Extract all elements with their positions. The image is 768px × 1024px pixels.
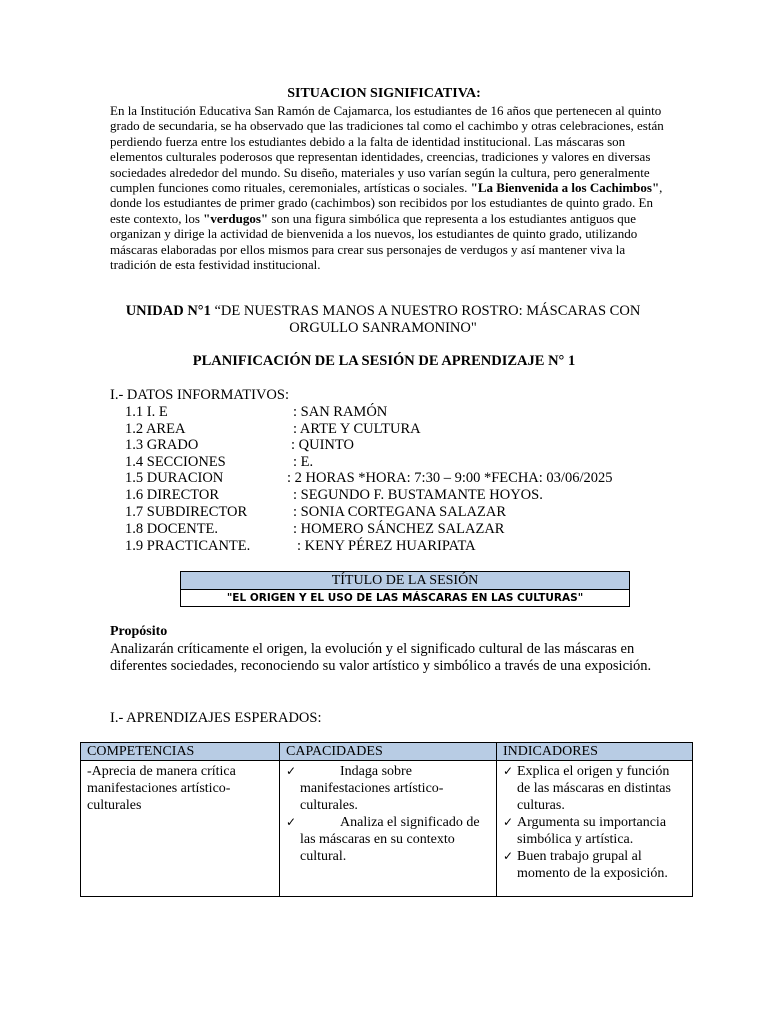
info-label: 1.4 SECCIONES: [125, 454, 226, 470]
aprendizajes-heading: I.- APRENDIZAJES ESPERADOS:: [110, 710, 322, 726]
datos-heading: I.- DATOS INFORMATIVOS:: [110, 387, 289, 403]
capacidad-lead: Analiza el significado de: [340, 815, 480, 830]
session-title-text: "EL ORIGEN Y EL USO DE LAS MÁSCARAS EN LAS CULTURAS": [226, 592, 584, 604]
session-title-header: TÍTULO DE LA SESIÓN: [181, 572, 629, 590]
list-item: [286, 814, 490, 865]
situacion-paragraph: [110, 103, 665, 272]
unidad-name: “DE NUESTRAS MANOS A NUESTRO ROSTRO: MÁSCARAS CON ORGULLO SANRAMONINO": [210, 303, 641, 336]
info-label: 1.1 I. E: [125, 404, 168, 420]
info-value: : HOMERO SÁNCHEZ SALAZAR: [293, 521, 505, 537]
capacidad-rest: las máscaras en su contexto cultural.: [300, 832, 455, 864]
indicadores-cell: [497, 761, 693, 897]
column-header-capacidades: CAPACIDADES: [280, 743, 497, 761]
session-title-box: [180, 571, 630, 607]
column-header-indicadores: INDICADORES: [497, 743, 693, 761]
info-label: 1.6 DIRECTOR: [125, 487, 219, 503]
list-item: ✓ Argumenta su importancia simbólica y artística.: [503, 814, 686, 848]
situacion-bold-verdugos: "verdugos": [203, 210, 269, 226]
info-value: : KENY PÉREZ HUARIPATA: [297, 538, 476, 554]
info-label: 1.3 GRADO: [125, 437, 199, 453]
situacion-text-2: , donde los estudiantes de primer grado (cachimbos) son recibidos por los estudiantes de quinto grado. En este contexto, los: [110, 180, 663, 226]
info-label: 1.7 SUBDIRECTOR: [125, 504, 248, 520]
info-value: : 2 HORAS *HORA: 7:30 – 9:00 *FECHA: 03/06/2025: [287, 470, 613, 486]
info-label: 1.5 DURACION: [125, 470, 224, 486]
competencia-text: -Aprecia de manera crítica manifestaciones artístico-culturales: [87, 764, 236, 813]
info-value: : SAN RAMÓN: [293, 404, 388, 420]
unidad-title: [110, 303, 656, 337]
info-label: 1.8 DOCENTE.: [125, 521, 219, 537]
info-value: : SONIA CORTEGANA SALAZAR: [293, 504, 507, 520]
info-value: : E.: [293, 454, 314, 470]
proposito-text: Analizarán críticamente el origen, la evolución y el significado cultural de las máscaras en diferentes sociedades, reconociendo su valor artístico y simbólico a través de una exposición.: [110, 641, 652, 674]
info-label: 1.2 AREA: [125, 421, 186, 437]
list-item: [286, 763, 490, 814]
capacidad-rest: manifestaciones artístico-culturales.: [300, 781, 444, 813]
proposito-heading: Propósito: [110, 624, 168, 639]
table-row: [81, 761, 693, 897]
planificacion-title: PLANIFICACIÓN DE LA SESIÓN DE APRENDIZAJE N° 1: [192, 353, 576, 369]
table-header-row: [81, 743, 693, 761]
situacion-text-3: son una figura simbólica que representa a los estudiantes antiguos que organizan y dirige la actividad de bienvenida a los nuevos, los estudiantes de quinto grado, utilizando máscaras elaboradas por ellos mismos para crear sus personajes de verdugos y así mantener viva la tradición de esta festividad institucional.: [110, 210, 638, 273]
list-item: ✓ Buen trabajo grupal al momento de la exposición.: [503, 848, 686, 882]
capacidades-list: [286, 763, 490, 865]
info-value: : QUINTO: [291, 437, 354, 453]
situacion-text-1: En la Institución Educativa San Ramón de Cajamarca, los estudiantes de 16 años que pertenecen al quinto grado de secundaria, se ha observado que las tradiciones tal como el cachimbo y otras celebraciones, están perdiendo fuerza entre los estudiantes debido a la falta de identidad institucional. Las máscaras son elementos culturales poderosos que representan identidades, creencias, tradiciones y valores en diversas sociedades alrededor del mundo. Su diseño, materiales y uso varían según la cultura, pero generalmente cumplen funciones como rituales, ceremoniales, artísticas o sociales.: [110, 103, 664, 196]
situacion-bold-bienvenida: "La Bienvenida a los Cachimbos": [470, 180, 660, 196]
aprendizajes-table: [80, 742, 693, 897]
indicadores-list: [503, 763, 686, 882]
competencia-cell: [81, 761, 280, 897]
info-label: 1.9 PRACTICANTE.: [125, 538, 251, 554]
capacidades-cell: [280, 761, 497, 897]
info-value: : SEGUNDO F. BUSTAMANTE HOYOS.: [293, 487, 543, 503]
unidad-label: UNIDAD N°1: [125, 303, 211, 319]
column-header-competencias: COMPETENCIAS: [81, 743, 280, 761]
info-value: : ARTE Y CULTURA: [293, 421, 421, 437]
list-item: ✓ Explica el origen y función de las máscaras en distintas culturas.: [503, 763, 686, 814]
situacion-title: SITUACION SIGNIFICATIVA:: [287, 86, 481, 101]
capacidad-lead: Indaga sobre: [340, 764, 412, 779]
